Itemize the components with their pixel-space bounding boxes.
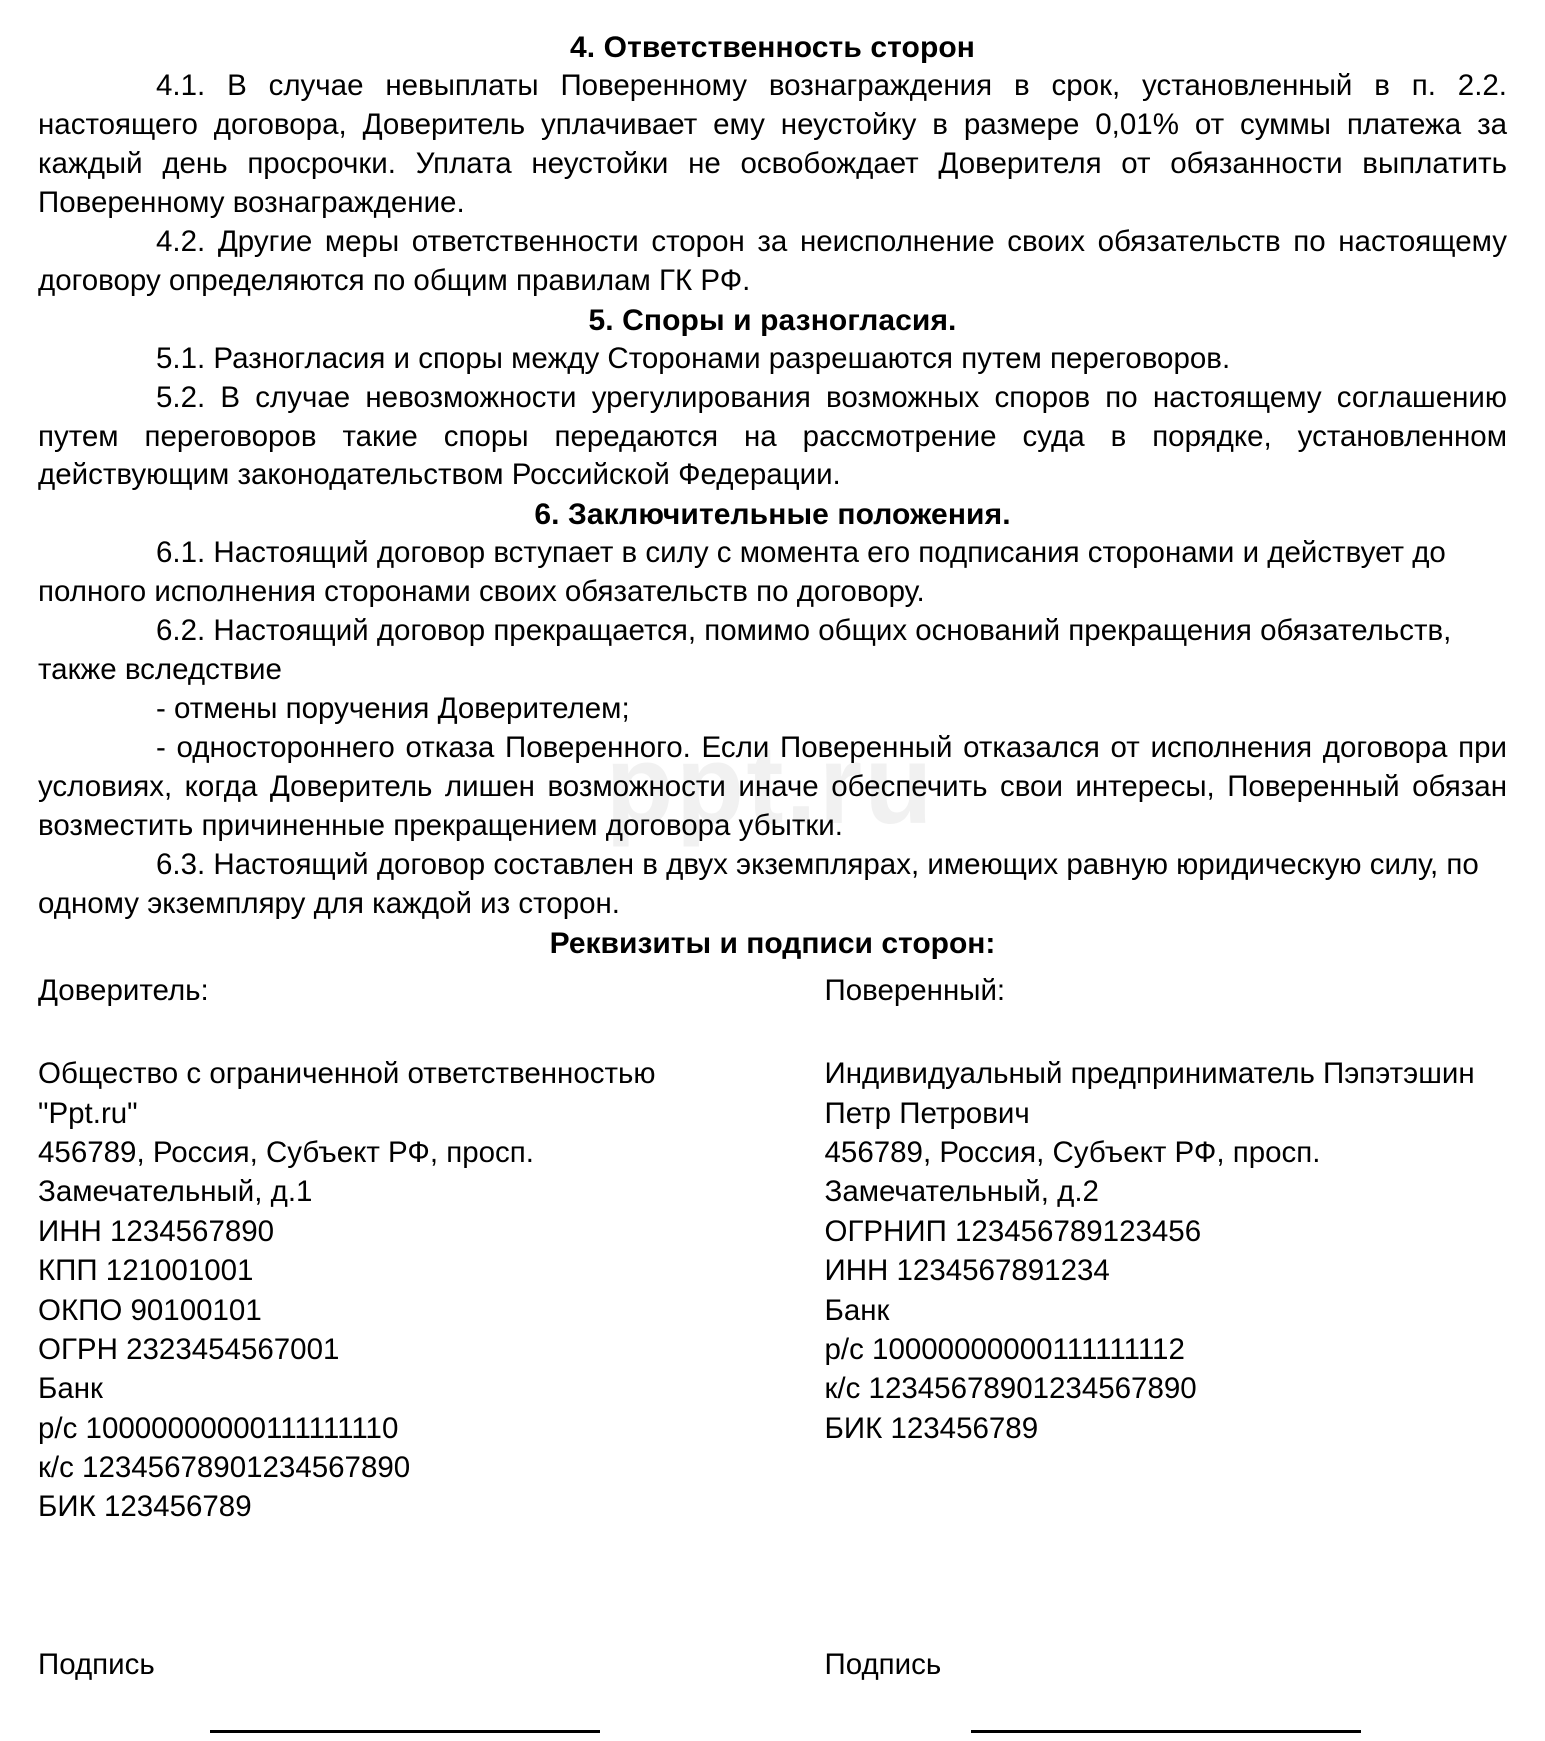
attorney-signature-line[interactable] [971,1730,1361,1733]
requisites-title: Реквизиты и подписи сторон: [549,926,996,960]
attorney-ogrnip: ОГРНИП 123456789123456 [824,1214,1202,1248]
principal-ogrn: ОГРН 2323454567001 [38,1332,340,1366]
attorney-role-label: Поверенный: [824,973,1006,1007]
attorney-bik: БИК 123456789 [824,1411,1039,1445]
requisites-column-principal [38,971,773,1527]
principal-settlement-account: р/с 10000000000111111110 [38,1411,399,1445]
principal-line: "Ppt.ru" [38,1096,138,1130]
paragraph-4-2: 4.2. Другие меры ответственности сторон за неисполнение своих обязательств по настоящему договору определяются по общим правилам ГК РФ. [38,224,1507,297]
signature-block-attorney [773,1645,1508,1741]
principal-bank-label: Банк [38,1372,103,1406]
paragraph-6-3: 6.3. Настоящий договор составлен в двух экземплярах, имеющих равную юридическую силу, по одному экземпляру для каждой из сторон. [38,847,1479,920]
principal-okpo: ОКПО 90100101 [38,1293,262,1327]
attorney-signature-label: Подпись [824,1647,942,1681]
ppt-ru-watermark: ppt.ru [605,722,935,847]
paragraph-6-2-item-2: - одностороннего отказа Поверенного. Если Поверенный отказался от исполнения договора при условиях, когда Доверитель лишен возможности иначе обеспечить свои интересы, Поверенный обязан возместить причиненные прекращением договора убытки. [38,731,1507,842]
paragraph-4-1: 4.1. В случае невыплаты Поверенному вознаграждения в срок, установленный в п. 2.2. настоящего договора, Доверитель уплачивает ему неустойку в размере 0,01% от суммы платежа за каждый день просрочки. Уплата неустойки не освобождает Доверителя от обязанности выплатить Поверенному вознаграждение. [38,69,1507,219]
principal-line: 456789, Россия, Субъект РФ, просп. [38,1136,534,1170]
principal-bik: БИК 123456789 [38,1490,252,1524]
attorney-settlement-account: р/с 10000000000111111112 [824,1332,1185,1366]
attorney-line: 456789, Россия, Субъект РФ, просп. [824,1136,1321,1170]
signature-columns [38,1645,1507,1741]
principal-inn: ИНН 1234567890 [38,1214,275,1248]
principal-line: Замечательный, д.1 [38,1175,313,1209]
principal-line: Общество с ограниченной ответственностью [38,1057,656,1091]
paragraph-6-1: 6.1. Настоящий договор вступает в силу с момента его подписания сторонами и действует до полного исполнения сторонами своих обязательств по договору. [38,536,1446,609]
document-content [38,28,1507,1741]
requisites-columns [38,971,1507,1527]
attorney-inn: ИНН 1234567891234 [824,1254,1110,1288]
section-heading-4: 4. Ответственность сторон [569,31,976,64]
attorney-correspondent-account: к/с 12345678901234567890 [824,1372,1197,1406]
paragraph-5-1: 5.1. Разногласия и споры между Сторонами разрешаются путем переговоров. [156,341,1231,375]
principal-signature-line[interactable] [210,1730,600,1733]
requisites-column-attorney [773,971,1508,1527]
signature-block-principal [38,1645,773,1741]
paragraph-6-2-item-1: - отмены поручения Доверителем; [156,692,630,726]
paragraph-5-2: 5.2. В случае невозможности урегулирования возможных споров по настоящему соглашению путем переговоров такие споры передаются на рассмотрение суда в порядке, установленном действующим законодательством Российской Федерации. [38,380,1507,492]
principal-signature-label: Подпись [38,1647,155,1681]
principal-correspondent-account: к/с 12345678901234567890 [38,1451,411,1485]
attorney-line: Петр Петрович [824,1096,1030,1130]
paragraph-6-2: 6.2. Настоящий договор прекращается, помимо общих оснований прекращения обязательств, также вследствие [38,614,1452,687]
attorney-line: Замечательный, д.2 [824,1175,1099,1209]
principal-role-label: Доверитель: [38,973,209,1007]
attorney-bank-label: Банк [824,1293,890,1327]
attorney-line: Индивидуальный предприниматель Пэпэтэшин [824,1057,1475,1091]
section-heading-6: 6. Заключительные положения. [534,498,1011,532]
principal-kpp: КПП 121001001 [38,1254,254,1288]
section-heading-5: 5. Споры и разногласия. [588,303,957,337]
